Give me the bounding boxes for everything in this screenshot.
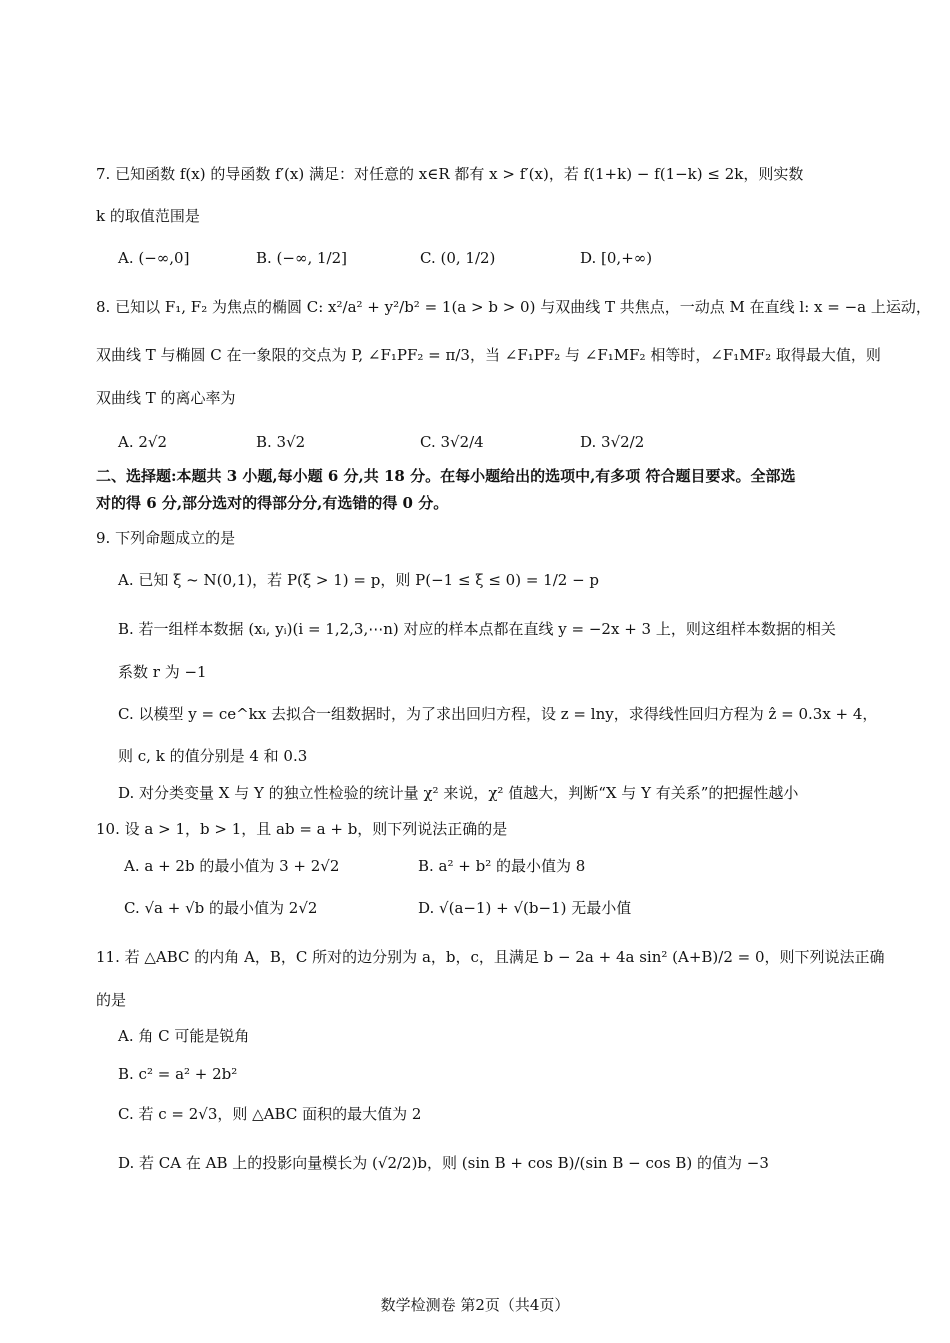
q7-line2: k 的取值范围是 bbox=[96, 207, 200, 225]
q10-option-d: D. √(a−1) + √(b−1) 无最小值 bbox=[418, 899, 632, 917]
q11-option-c: C. 若 c = 2√3，则 △ABC 面积的最大值为 2 bbox=[118, 1105, 422, 1123]
q8-option-d: D. 3√2/2 bbox=[580, 433, 645, 451]
q9-option-b-line2: 系数 r 为 −1 bbox=[118, 663, 207, 681]
q11-option-d: D. 若 CA 在 AB 上的投影向量模长为 (√2/2)b，则 (sin B + cos B)/(sin B − cos B) 的值为 −3 bbox=[118, 1154, 769, 1172]
q9-option-b-line1: B. 若一组样本数据 (xᵢ, yᵢ)(i = 1,2,3,⋯n) 对应的样本点都在直线 y = −2x + 3 上，则这组样本数据的相关 bbox=[118, 620, 836, 638]
q10-stem: 10. 设 a > 1，b > 1，且 ab = a + b，则下列说法正确的是 bbox=[96, 820, 508, 838]
q11-line1: 11. 若 △ABC 的内角 A，B，C 所对的边分别为 a，b，c，且满足 b − 2a + 4a sin² (A+B)/2 = 0，则下列说法正确 bbox=[96, 948, 885, 966]
section2-line1: 二、选择题:本题共 3 小题,每小题 6 分,共 18 分。在每小题给出的选项中,有多项 符合题目要求。全部选 bbox=[96, 467, 796, 485]
q11-line2: 的是 bbox=[96, 991, 127, 1009]
q11-option-a: A. 角 C 可能是锐角 bbox=[118, 1027, 250, 1045]
q11-option-b: B. c² = a² + 2b² bbox=[118, 1065, 238, 1083]
q9-option-c-line2: 则 c, k 的值分别是 4 和 0.3 bbox=[118, 747, 308, 765]
q8-line3: 双曲线 T 的离心率为 bbox=[96, 389, 236, 407]
q7-line1: 7. 已知函数 f(x) 的导函数 f′(x) 满足：对任意的 x∈R 都有 x > f′(x)，若 f(1+k) − f(1−k) ≤ 2k，则实数 bbox=[96, 165, 804, 183]
q7-option-c: C. (0, 1/2) bbox=[420, 249, 496, 267]
q8-line2: 双曲线 T 与椭圆 C 在一象限的交点为 P, ∠F₁PF₂ = π/3，当 ∠F₁PF₂ 与 ∠F₁MF₂ 相等时，∠F₁MF₂ 取得最大值，则 bbox=[96, 346, 881, 364]
q10-option-b: B. a² + b² 的最小值为 8 bbox=[418, 857, 586, 875]
page-footer: 数学检测卷 第2页（共4页） bbox=[380, 1296, 570, 1314]
q8-option-b: B. 3√2 bbox=[256, 433, 306, 451]
q8-option-a: A. 2√2 bbox=[118, 433, 168, 451]
q7-option-d: D. [0,+∞) bbox=[580, 249, 653, 267]
section2-line2: 对的得 6 分,部分选对的得部分分,有选错的得 0 分。 bbox=[96, 494, 449, 512]
q8-line1: 8. 已知以 F₁, F₂ 为焦点的椭圆 C: x²/a² + y²/b² = 1(a > b > 0) 与双曲线 T 共焦点，一动点 M 在直线 l: x = −a 上运动， bbox=[96, 298, 931, 316]
q9-option-d: D. 对分类变量 X 与 Y 的独立性检验的统计量 χ² 来说，χ² 值越大，判断“X 与 Y 有关系”的把握性越小 bbox=[118, 784, 799, 802]
q8-option-c: C. 3√2/4 bbox=[420, 433, 484, 451]
q7-option-b: B. (−∞, 1/2] bbox=[256, 249, 348, 267]
q9-option-a: A. 已知 ξ ~ N(0,1)，若 P(ξ > 1) = p，则 P(−1 ≤ ξ ≤ 0) = 1/2 − p bbox=[118, 571, 600, 589]
q9-option-c-line1: C. 以模型 y = ce^kx 去拟合一组数据时，为了求出回归方程，设 z = lny，求得线性回归方程为 ẑ = 0.3x + 4， bbox=[118, 705, 878, 723]
q10-option-a: A. a + 2b 的最小值为 3 + 2√2 bbox=[124, 857, 340, 875]
q7-option-a: A. (−∞,0] bbox=[118, 249, 190, 267]
q10-option-c: C. √a + √b 的最小值为 2√2 bbox=[124, 899, 318, 917]
q9-stem: 9. 下列命题成立的是 bbox=[96, 529, 236, 547]
